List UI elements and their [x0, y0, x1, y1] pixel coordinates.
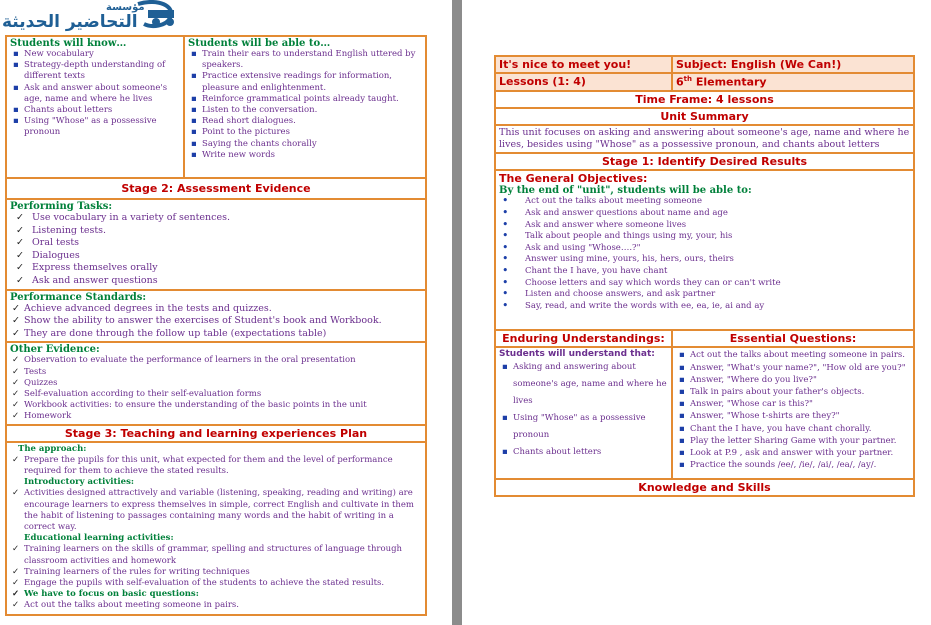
objective-item: • Talk about people and things using my, your, his — [499, 231, 910, 243]
objective-item: • Ask and answer questions about name and age — [499, 208, 910, 220]
know-item: ▪ Chants about letters — [10, 105, 180, 116]
objective-item: • Chant the I have, you have chant — [499, 266, 910, 278]
know-cell — [6, 36, 184, 178]
edu-list — [10, 544, 422, 589]
able-item: ▪ Listen to the conversation. — [188, 105, 422, 116]
perf-standards-title: Performance Standards: — [10, 291, 147, 303]
objective-item: • Say, read, and write the words with ee, ea, ie, ai and ay — [499, 301, 910, 313]
other-evidence-item: ✓ Workbook activities: to ensure the understanding of the basic points in the unit — [10, 400, 422, 411]
right-plan-table — [494, 55, 915, 497]
knowledge-title: Knowledge and Skills — [495, 479, 914, 496]
know-item: ▪ Strategy-depth understanding of different texts — [10, 60, 180, 82]
question-item: ▪ Talk in pairs about your father's objects. — [676, 386, 910, 398]
objective-item: • Ask and answer where someone lives — [499, 220, 910, 232]
question-item: ▪ Answer, "Whose car is this?" — [676, 398, 910, 410]
perf-task-item: ✓ Express themselves orally — [10, 262, 422, 275]
unit-summary-title: Unit Summary — [495, 108, 914, 125]
intro-item: ✓ Activities designed attractively and variable (listening, speaking, reading and writing) are encourage learners to express themselves in simple, correct English and cultivate in them the habit of listening to passages containing many words and the habit of writing in a correct way. — [10, 488, 422, 533]
stage3-title: Stage 3: Teaching and learning experiences Plan — [6, 425, 426, 442]
other-evidence-cell — [6, 342, 426, 424]
grade-number: 6 — [676, 75, 684, 89]
perf-task-item: ✓ Use vocabulary in a variety of sentences. — [10, 212, 422, 225]
edu-item: ✓ Engage the pupils with self-evaluation of the students to achieve the stated results. — [10, 578, 422, 589]
unit-summary-text: This unit focuses on asking and answering about someone's age, name and where he lives, besides using "Whose" as a possessive pronoun, and chants about letters — [495, 125, 914, 154]
stage3-cell — [6, 442, 426, 615]
perf-task-item: ✓ Ask and answer questions — [10, 275, 422, 288]
question-item: ▪ Answer, "Whose t-shirts are they?" — [676, 410, 910, 422]
understand-title: Students will understand that: — [499, 349, 655, 360]
edu-item: ✓ Training learners on the skills of grammar, spelling and structures of language through classroom activities and homework — [10, 544, 422, 566]
know-item: ▪ New vocabulary — [10, 49, 180, 60]
understand-list — [499, 359, 668, 461]
able-item: ▪ Train their ears to understand English uttered by speakers. — [188, 49, 422, 71]
understand-item: ▪ Using "Whose" as a possessive pronoun — [499, 410, 668, 444]
able-item: ▪ Saying the chants chorally — [188, 139, 422, 150]
enduring-title: Enduring Understandings: — [495, 330, 672, 347]
by-end-text: By the end of "unit", students will be able to: — [499, 185, 752, 197]
grade-suffix: th — [683, 75, 692, 83]
able-list — [188, 49, 422, 161]
other-evidence-title: Other Evidence: — [10, 344, 100, 356]
understand-cell — [495, 347, 672, 479]
objectives-cell — [495, 170, 914, 330]
know-item: ▪ Using "Whose" as a possessive pronoun — [10, 116, 180, 138]
perf-task-item: ✓ Listening tests. — [10, 225, 422, 238]
grade-label: Elementary — [692, 75, 767, 89]
perf-standard-item: ✓ Show the ability to answer the exercises of Student's book and Workbook. — [10, 315, 422, 328]
objective-item: • Listen and choose answers, and ask partner — [499, 289, 910, 301]
intro-title: Introductory activities: — [24, 477, 134, 488]
stage2-title: Stage 2: Assessment Evidence — [6, 178, 426, 199]
perf-standard-item: ✓ Achieve advanced degrees in the tests and quizzes. — [10, 303, 422, 316]
understand-item: ▪ Chants about letters — [499, 444, 668, 461]
objective-item: • Answer using mine, yours, his, hers, ours, theirs — [499, 254, 910, 266]
perf-task-item: ✓ Oral tests — [10, 237, 422, 250]
question-item: ▪ Answer, "What's your name?", "How old are you?" — [676, 362, 910, 374]
question-item: ▪ Chant the I have, you have chant chorally. — [676, 423, 910, 435]
questions-list — [676, 349, 910, 471]
other-evidence-item: ✓ Quizzes — [10, 378, 422, 389]
logo-main-text: التحاضير الحديثة — [2, 12, 138, 32]
objective-item: • Ask and using "Whose….?" — [499, 243, 910, 255]
stage1-title: Stage 1: Identify Desired Results — [495, 153, 914, 170]
questions-cell — [672, 347, 914, 479]
perf-standard-item: ✓ They are done through the follow up table (expectations table) — [10, 328, 422, 341]
objective-item: • Act out the talks about meeting someone — [499, 196, 910, 208]
approach-title: The approach: — [18, 443, 87, 454]
left-plan-table — [5, 35, 427, 616]
edu-title: Educational learning activities: — [24, 533, 174, 544]
know-list — [10, 49, 180, 139]
know-item: ▪ Ask and answer about someone's age, name and where he lives — [10, 83, 180, 105]
other-evidence-item: ✓ Homework — [10, 411, 422, 422]
able-item: ▪ Write new words — [188, 150, 422, 161]
logo-small-text: مؤسسة — [106, 2, 145, 13]
essential-title: Essential Questions: — [672, 330, 914, 347]
question-item: ▪ Act out the talks about meeting someone in pairs. — [676, 349, 910, 361]
edu-item: ✓ Training learners of the rules for writing techniques — [10, 567, 422, 578]
page-gutter — [452, 0, 462, 625]
site-logo — [0, 0, 180, 40]
know-header: Students will know… — [10, 38, 127, 49]
able-item: ▪ Read short dialogues. — [188, 116, 422, 127]
question-item: ▪ Answer, "Where do you live?" — [676, 374, 910, 386]
general-objectives-title: The General Objectives: — [499, 172, 648, 186]
perf-tasks-list — [10, 212, 422, 288]
other-evidence-item: ✓ Tests — [10, 367, 422, 378]
perf-task-item: ✓ Dialogues — [10, 250, 422, 263]
objective-item: • Choose letters and say which words they can or can't write — [499, 278, 910, 290]
understand-item: ▪ Asking and answering about someone's age, name and where he lives — [499, 359, 668, 410]
able-header: Students will be able to… — [188, 38, 331, 49]
focus-item: ✓ Act out the talks about meeting someone in pairs. — [10, 600, 422, 611]
able-cell — [184, 36, 426, 178]
perf-tasks-cell — [6, 199, 426, 290]
other-evidence-item: ✓ Observation to evaluate the performance of learners in the oral presentation — [10, 355, 422, 366]
perf-tasks-title: Performing Tasks: — [10, 201, 113, 212]
unit-title: It's nice to meet you! — [495, 56, 672, 73]
focus-title: ✓ We have to focus on basic questions: — [10, 589, 422, 600]
objectives-list — [499, 196, 910, 312]
able-item: ▪ Practice extensive readings for information, pleasure and enlightenment. — [188, 71, 422, 93]
lessons: Lessons (1: 4) — [495, 73, 672, 91]
question-item: ▪ Practice the sounds /ee/, /ie/, /ai/, /ea/, /ay/. — [676, 459, 910, 471]
question-item: ▪ Play the letter Sharing Game with your partner. — [676, 435, 910, 447]
other-evidence-list — [10, 355, 422, 422]
subject: Subject: English (We Can!) — [672, 56, 914, 73]
question-item: ▪ Look at P.9 , ask and answer with your partner. — [676, 447, 910, 459]
perf-standards-list — [10, 303, 422, 341]
time-frame: Time Frame: 4 lessons — [495, 91, 914, 108]
grade — [672, 73, 914, 91]
other-evidence-item: ✓ Self-evaluation according to their self-evaluation forms — [10, 389, 422, 400]
perf-standards-cell — [6, 290, 426, 343]
able-item: ▪ Reinforce grammatical points already taught. — [188, 94, 422, 105]
able-item: ▪ Point to the pictures — [188, 127, 422, 138]
approach-item: ✓ Prepare the pupils for this unit, what expected for them and the level of performance required for them to achieve the stated results. — [10, 455, 422, 477]
